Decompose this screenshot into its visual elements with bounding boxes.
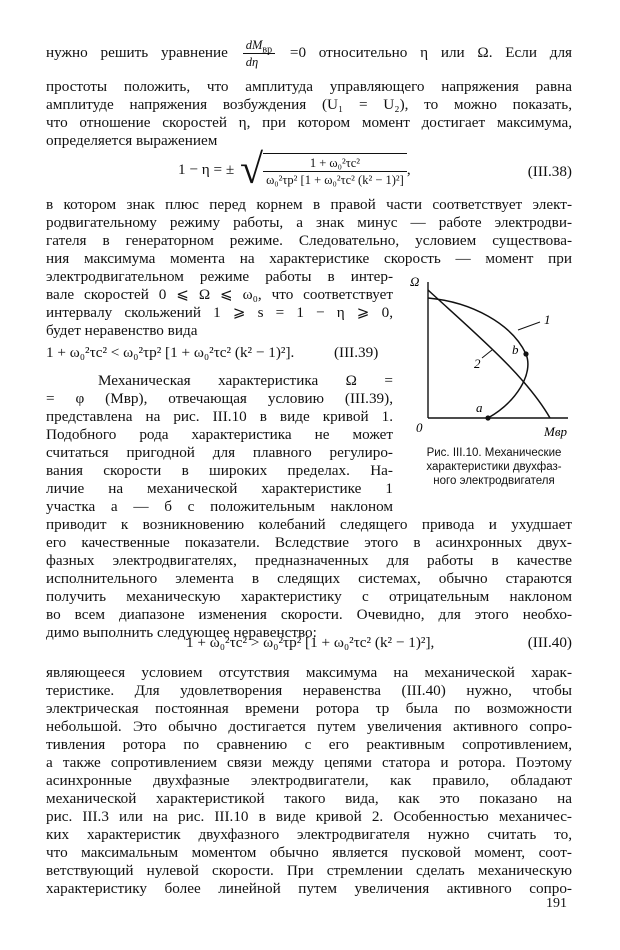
- text-line: родвигательному режиму работы, а знак минус — работе электродви-: [46, 214, 572, 231]
- point-b: [523, 351, 528, 356]
- sqrt-sign: √: [240, 147, 264, 193]
- text-line: фазных электродвигателях, предназначенных для работы в качестве: [46, 552, 572, 569]
- text-line: вания скорости в широких пределах. На-: [46, 462, 393, 479]
- text-line: исполнительного элемента в следящих системах, обычно стараются: [46, 570, 572, 587]
- text-line: ких характеристик двухфазного электродвигателя нужно считать то,: [46, 826, 572, 843]
- text-line: Механическая характеристика Ω =: [98, 372, 393, 389]
- text-line: приводит к возникновению колебаний следящего привода и ухудшает: [46, 516, 572, 533]
- equation-label-iii-40: (III.40): [527, 634, 572, 651]
- text-line: ния максимума момента на характеристике скорость — момент при: [46, 250, 572, 267]
- text-line: что отношение скоростей η, при котором момент достигает максимума,: [46, 114, 572, 131]
- text-line: электрическая постоянная времени ротора τp была по возможности: [46, 700, 572, 717]
- text-line: что максимальным моментом обычно является пусковой момент, соот-: [46, 844, 572, 861]
- text-line: механической характеристикой такого вида, как это показано на: [46, 790, 572, 807]
- point-a-label: a: [476, 400, 483, 415]
- leader-line-2: [482, 350, 492, 358]
- text-line: амплитуде напряжения возбуждения (U₁ = U₂), то можно показать,: [46, 96, 572, 113]
- page-number: 191: [546, 896, 567, 911]
- equation-label-iii-38: (III.38): [527, 163, 572, 180]
- text-segment: =0 относительно η или Ω. Если для: [289, 43, 573, 61]
- axis-y-label: Ω: [410, 274, 420, 289]
- origin-label: 0: [416, 420, 423, 435]
- text-line: являющееся условием отсутствия максимума на механической харак-: [46, 664, 572, 681]
- curve-2-label: 2: [474, 356, 481, 371]
- text-line: [46, 38, 572, 69]
- text-line: его качественные показатели. Вследствие этого в асинхронных двух-: [46, 534, 572, 551]
- equation-iii-39: 1 + ω₀²τc² < ω₀²τp² [1 + ω₀²τc² (k² − 1)²].: [46, 344, 295, 361]
- figure-caption-line: характеристики двухфаз-: [426, 461, 562, 473]
- text-line: = φ (Mвр), отвечающая условию (III.39),: [46, 390, 393, 407]
- text-line: представлена на рис. III.10 в виде кривой 1.: [46, 408, 393, 425]
- text-segment: нужно решить уравнение: [46, 43, 228, 61]
- figure-caption-line: Рис. III.10. Механические: [426, 447, 562, 459]
- text-line: ветствующий нулевой скорости. При стремлении сделать механическую: [46, 862, 572, 879]
- text-line: вале скоростей 0 ⩽ Ω ⩽ ω₀, что соответствует: [46, 286, 393, 303]
- text-line: получить механическую характеристику с отрицательным наклоном: [46, 588, 572, 605]
- text-line: Подобного рода характеристика не может: [46, 426, 393, 443]
- figure-caption-line: ного электродвигателя: [433, 475, 555, 487]
- text-line: простоты положить, что амплитуда управляющего напряжения равна: [46, 78, 572, 95]
- text-line: небольшой. Это обычно достигается путем увеличения активного сопро-: [46, 718, 572, 735]
- text-line: а также сопротивлением связи между цепями статора и ротора. Поэтому: [46, 754, 572, 771]
- text-line: определяется выражением: [46, 132, 218, 149]
- point-b-label: b: [512, 342, 519, 357]
- text-line: электродвигательном режиме работы в интер-: [46, 268, 393, 285]
- point-a: [485, 415, 490, 420]
- axis-x-label: Mвр: [544, 424, 567, 439]
- figure-mechanical-characteristics: [400, 262, 580, 442]
- text-line: гателя в генераторном режиме. Следовательно, условием существова-: [46, 232, 572, 249]
- fraction-dM-deta: $\frac{dM_{вр}}{d\eta}$: [243, 38, 275, 69]
- eq-lhs: 1 − η = ±: [178, 161, 235, 178]
- text-line: считаться пригодной для плавного регулиро-: [46, 444, 393, 461]
- text-line: интервалу скольжений 1 ⩾ s = 1 − η ⩾ 0,: [46, 304, 393, 321]
- text-line: личие на механической характеристике 1: [46, 480, 393, 497]
- curve-2: [428, 290, 550, 418]
- text-line: асинхронные двухфазные электродвигатели, как правило, обладают: [46, 772, 572, 789]
- text-line: будет неравенство вида: [46, 322, 198, 339]
- curve-1-label: 1: [544, 312, 551, 327]
- eq38-fraction: $\frac{\text{1 + ω₀²τc²}}{\text{ω₀²τp² [1 + ω₀²τc² (k² − 1)²]}}$: [263, 153, 407, 187]
- text-line: участка a — б с положительным наклоном: [46, 498, 393, 515]
- text-line: теристике. Для удовлетворения неравенства (III.40) нужно, чтобы: [46, 682, 572, 699]
- text-line: тивления ротора по сравнению с его реактивным сопротивлением,: [46, 736, 572, 753]
- equation-iii-40: 1 + ω₀²τc² > ω₀²τp² [1 + ω₀²τc² (k² − 1)²],: [186, 634, 435, 651]
- leader-line-1: [518, 322, 540, 330]
- text-line: в котором знак плюс перед корнем в правой части соответствует элект-: [46, 196, 572, 213]
- text-line: характеристику более линейной путем увеличения активного сопро-: [46, 880, 572, 897]
- equation-iii-38: 1 − η = ± √ $\frac{\text{1 + ω₀²τc²}}{\text{ω₀²τp² [1 + ω₀²τc² (k² − 1)²]}}$ ,: [178, 147, 411, 193]
- text-line: во всем диапазоне изменения скорости. Очевидно, для этого необхо-: [46, 606, 572, 623]
- text-line: димо выполнить следующее неравенство:: [46, 624, 317, 641]
- equation-label-iii-39: (III.39): [334, 344, 379, 361]
- text-line: рис. III.3 или на рис. III.10 в виде кривой 2. Особенностью механичес-: [46, 808, 572, 825]
